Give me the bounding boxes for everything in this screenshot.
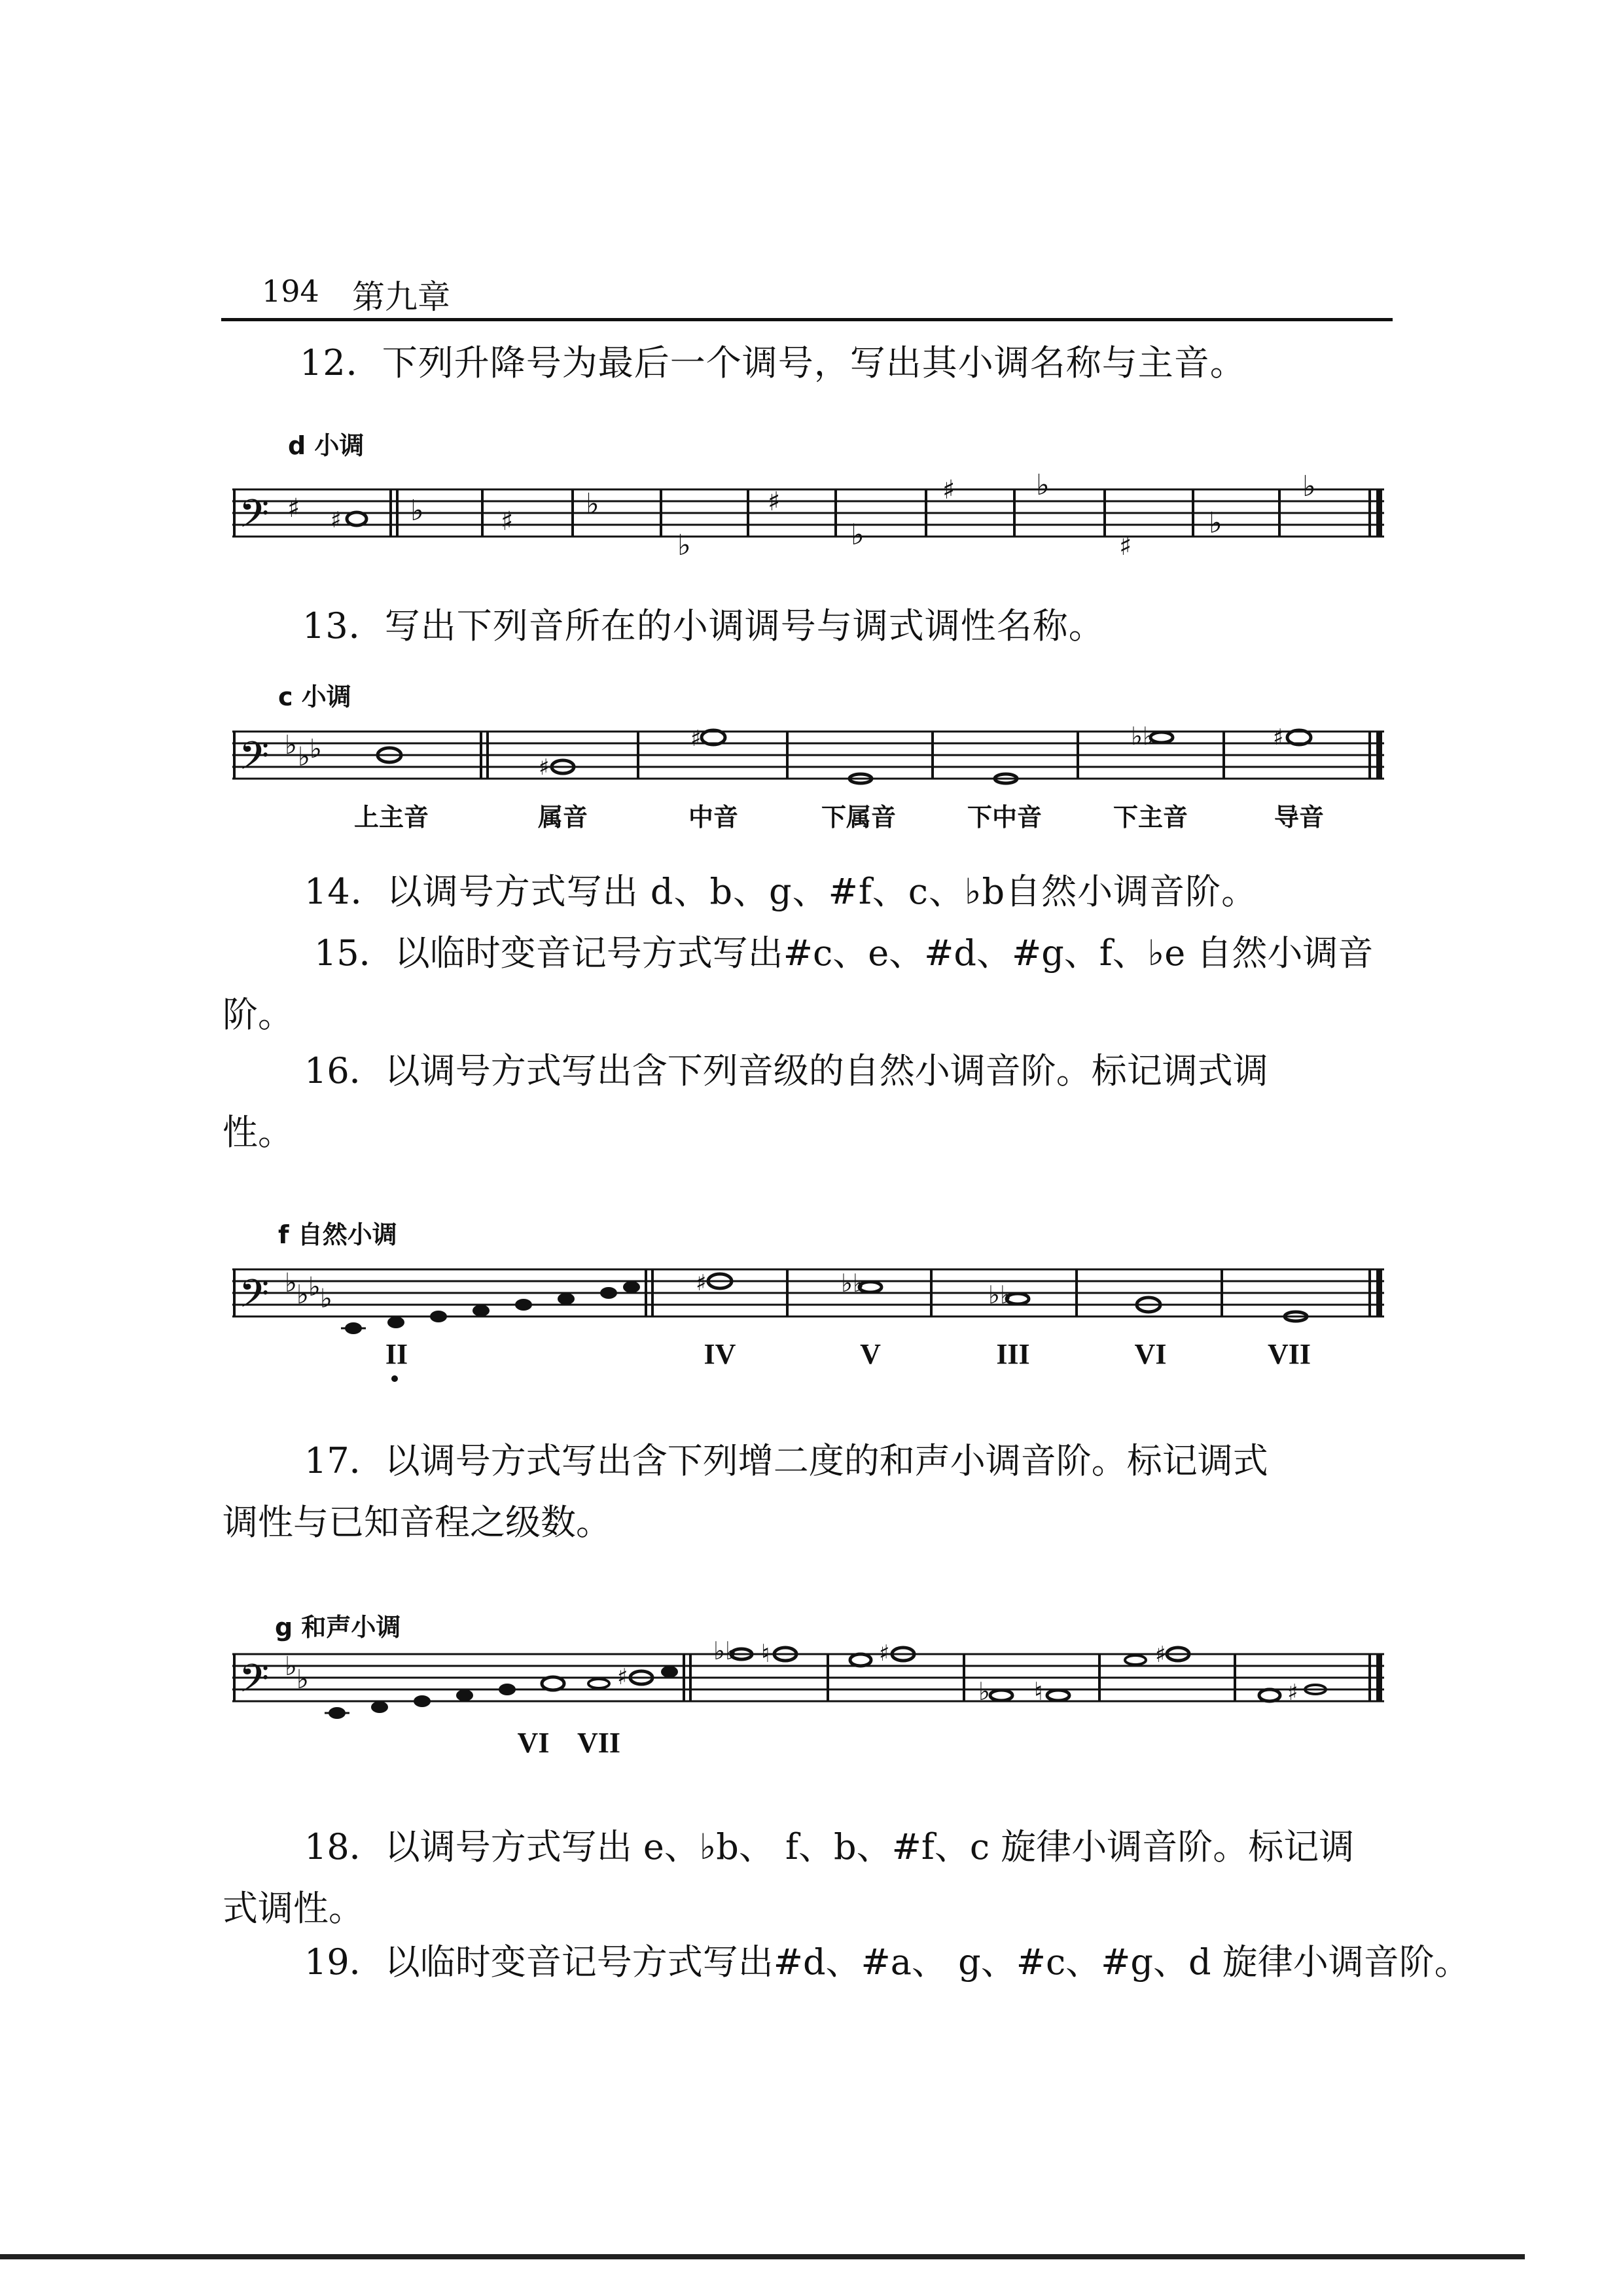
svg-text:♯: ♯ xyxy=(1155,1642,1166,1668)
svg-text:♭: ♭ xyxy=(1302,470,1316,503)
svg-text:♭: ♭ xyxy=(298,742,310,772)
svg-text:♭: ♭ xyxy=(586,487,599,521)
bottom-rule xyxy=(0,2254,1525,2259)
q13-degree: 导音 xyxy=(1274,803,1324,832)
svg-text:♭♭: ♭♭ xyxy=(988,1280,1012,1309)
question-16-line-2: 性。 xyxy=(223,1112,293,1153)
q13-example-label: c 小调 xyxy=(278,682,351,711)
q16-numeral: II xyxy=(385,1338,408,1370)
q16-numeral: VII xyxy=(1267,1338,1311,1370)
page-number: 194 xyxy=(262,274,319,309)
staff-q13 xyxy=(232,713,1384,805)
question-18-line-1: 18．以调号方式写出 e、♭b、 f、b、#f、c 旋律小调音阶。标记调 xyxy=(304,1826,1355,1867)
dot-mark xyxy=(391,1375,398,1382)
chapter-title: 第九章 xyxy=(352,278,450,316)
staff-q16 xyxy=(232,1251,1384,1343)
svg-text:♯: ♯ xyxy=(330,507,342,533)
svg-text:♭: ♭ xyxy=(310,734,322,764)
svg-text:♭: ♭ xyxy=(285,1268,297,1298)
svg-text:♭♭: ♭♭ xyxy=(1131,722,1154,751)
question-17-line-1: 17．以调号方式写出含下列增二度的和声小调音阶。标记调式 xyxy=(304,1440,1268,1481)
svg-text:♯: ♯ xyxy=(690,726,702,752)
svg-text:♯: ♯ xyxy=(768,487,781,517)
svg-text:♯: ♯ xyxy=(942,475,955,505)
question-18-line-2: 式调性。 xyxy=(223,1888,364,1929)
svg-text:♯: ♯ xyxy=(539,754,550,781)
svg-text:♯: ♯ xyxy=(696,1270,707,1296)
svg-text:♭♭: ♭♭ xyxy=(841,1269,865,1298)
q16-numeral: III xyxy=(996,1338,1030,1370)
q13-degree: 下主音 xyxy=(1113,803,1188,832)
q16-numeral: V xyxy=(860,1338,881,1370)
q17-numeral: VI xyxy=(517,1727,550,1759)
question-15-line-1: 15．以临时变音记号方式写出#c、e、#d、#g、f、♭e 自然小调音 xyxy=(314,932,1374,974)
staff-q17 xyxy=(232,1629,1384,1734)
svg-text:♭: ♭ xyxy=(677,529,691,562)
svg-text:♯: ♯ xyxy=(617,1664,628,1690)
svg-text:♭: ♭ xyxy=(1036,468,1050,502)
svg-text:♯: ♯ xyxy=(1119,531,1132,561)
q16-numeral: IV xyxy=(704,1338,736,1370)
svg-text:♭: ♭ xyxy=(851,518,865,552)
svg-text:♭♭: ♭♭ xyxy=(713,1636,737,1665)
svg-text:𝄢: 𝄢 xyxy=(239,1271,270,1326)
q13-degree: 下中音 xyxy=(967,803,1042,832)
question-15-line-2: 阶。 xyxy=(223,994,293,1035)
q13-degree: 中音 xyxy=(688,803,738,832)
header-rule xyxy=(221,318,1393,321)
svg-text:♭: ♭ xyxy=(320,1284,332,1314)
question-16-line-1: 16．以调号方式写出含下列音级的自然小调音阶。标记调式调 xyxy=(304,1050,1268,1091)
svg-text:♯: ♯ xyxy=(287,493,300,523)
svg-text:♮: ♮ xyxy=(761,1639,770,1668)
svg-text:𝄢: 𝄢 xyxy=(239,1655,270,1710)
svg-text:♭: ♭ xyxy=(410,494,424,527)
question-19: 19．以临时变音记号方式写出#d、#a、 g、#c、#g、d 旋律小调音阶。 xyxy=(304,1941,1470,1983)
svg-text:𝄢: 𝄢 xyxy=(239,491,270,546)
svg-text:♭: ♭ xyxy=(296,1280,309,1310)
svg-text:♭: ♭ xyxy=(978,1677,990,1706)
svg-text:♯: ♯ xyxy=(879,1640,890,1667)
svg-text:♯: ♯ xyxy=(1287,1680,1298,1706)
svg-text:♭: ♭ xyxy=(296,1665,309,1695)
q16-example-label: f 自然小调 xyxy=(278,1220,397,1249)
svg-text:♭: ♭ xyxy=(308,1272,321,1302)
q13-degree: 属音 xyxy=(537,803,588,832)
question-12: 12．下列升降号为最后一个调号，写出其小调名称与主音。 xyxy=(300,342,1246,383)
svg-text:♭: ♭ xyxy=(1209,506,1222,540)
q13-degree: 上主音 xyxy=(353,803,429,832)
staff-q12 xyxy=(232,468,1384,576)
svg-text:𝄢: 𝄢 xyxy=(239,733,270,788)
svg-text:♯: ♯ xyxy=(501,506,514,537)
svg-text:♮: ♮ xyxy=(1034,1677,1043,1706)
svg-text:♭: ♭ xyxy=(285,730,297,760)
question-17-line-2: 调性与已知音程之级数。 xyxy=(223,1502,611,1543)
q17-example-label: g 和声小调 xyxy=(275,1613,401,1642)
q16-numeral: VI xyxy=(1134,1338,1167,1370)
question-14: 14．以调号方式写出 d、b、g、#f、c、♭b自然小调音阶。 xyxy=(304,871,1258,912)
svg-text:♯: ♯ xyxy=(1273,724,1284,751)
q17-numeral: VII xyxy=(577,1727,621,1759)
svg-text:♭: ♭ xyxy=(285,1651,297,1682)
q12-example-label: d 小调 xyxy=(288,431,365,460)
q13-degree: 下属音 xyxy=(821,803,896,832)
question-13: 13．写出下列音所在的小调调号与调式调性名称。 xyxy=(302,605,1105,646)
